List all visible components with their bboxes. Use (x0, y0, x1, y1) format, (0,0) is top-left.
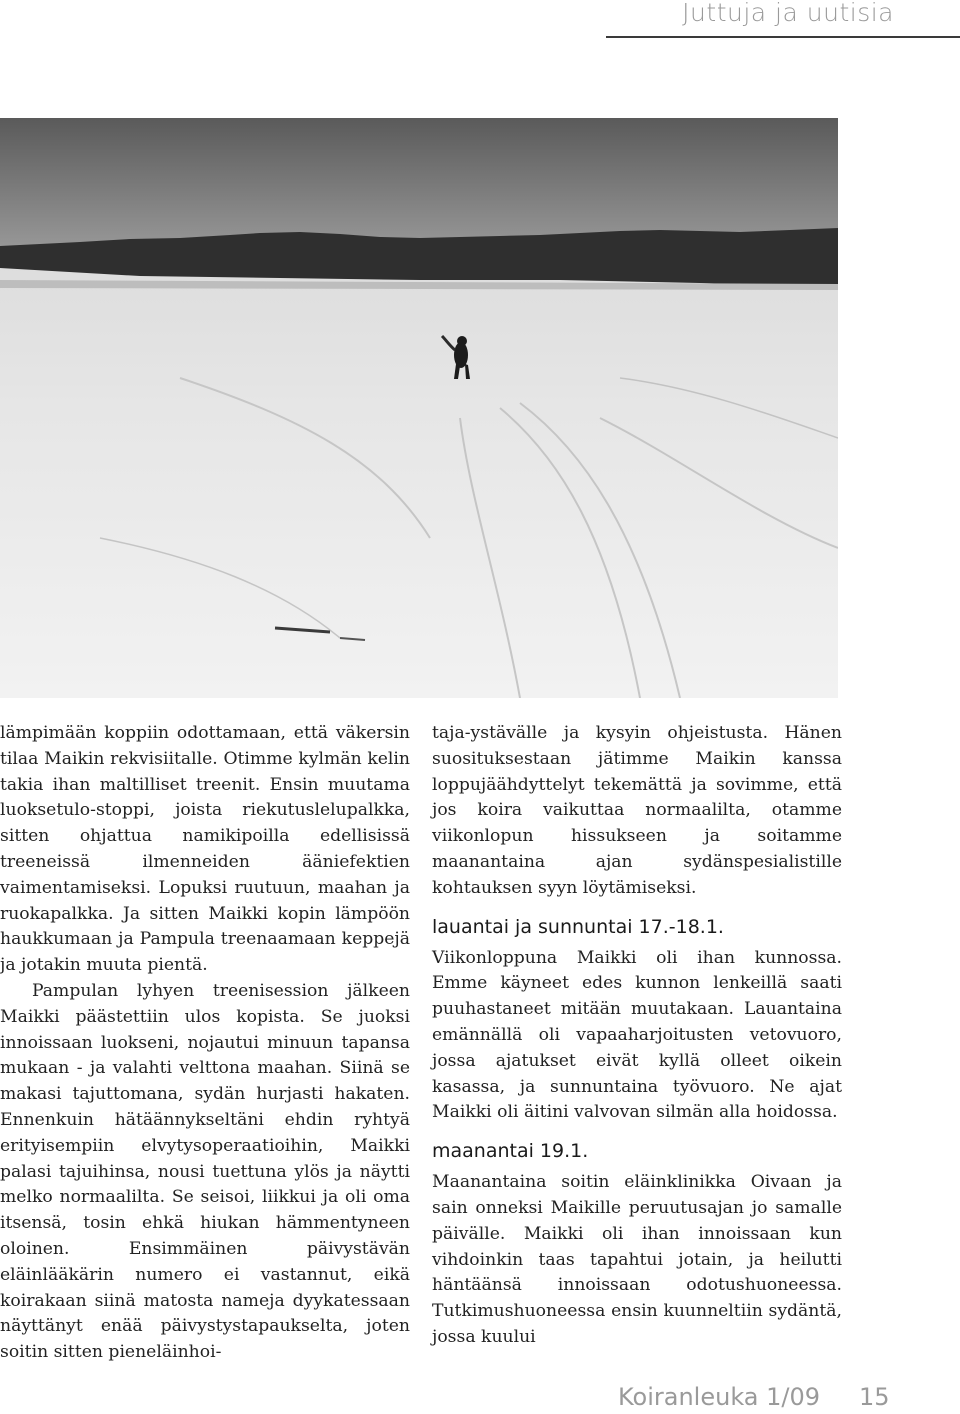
photo-image (0, 118, 838, 698)
paragraph: lämpimään koppiin odottamaan, että väkersin tilaa Maikin rekvisiitalle. Otimme kylmän kelin takia ihan maltilliset treenit. Ensin muutama luoksetulo-stoppi, joista riekutuslelupalkka, sitten ohjattua namikipoilla edellisissä treeneissä ilmenneiden ääniefektien vaimentamiseksi. Lopuksi ruutuun, maahan ja ruokapalkka. Ja sitten Maikki kopin lämpöön haukkumaan ja Pampula treenaamaan keppejä ja jotakin muuta pientä. (0, 723, 410, 976)
page-number: 15 (859, 1383, 890, 1411)
date-heading: lauantai ja sunnuntai 17.-18.1. (432, 915, 724, 938)
section-title: Juttuja ja uutisia (682, 0, 894, 27)
article-column-left (0, 721, 410, 1366)
date-heading: maanantai 19.1. (432, 1140, 589, 1163)
paragraph: Pampulan lyhyen treenisession jälkeen Maikki päästettiin ulos kopista. Se juoksi innoissaan luokseni, nojautui minuun tapansa mukaan - ja valahti velttona maahan. Siinä se makasi tajuttomana, sydän hurjasti hakaten. Ennenkuin hätäännykseltäni ehdin ryhtyä erityisempiin elvytysoperaatioihin, Maikki palasi tajuihinsa, nousi tuettuna ylös ja näytti melko normaalilta. Se seisoi, liikkui ja oli oma itsensä, tosin ehkä hiukan hämmentyneen oloinen. Ensimmäinen päivystävän eläinlääkärin numero ei vastannut, eikä koirakaan siinä matosta nameja dyykatessaan näyttänyt enää päivystystapaukselta, joten soitin sitten pieneläinhoi- (0, 980, 410, 1363)
photo-dog-on-snowy-lake (0, 118, 838, 698)
header-rule (606, 36, 960, 38)
article-column-right (432, 721, 842, 1351)
paragraph: Viikonloppuna Maikki oli ihan kunnossa. Emme käyneet edes kunnon lenkeillä saati puuhastaneet mitään muutakaan. Lauantaina emännällä oli vapaaharjoitusten vetovuoro, jossa ajatukset eivät kyllä olleet oikein kasassa, ja sunnuntaina työvuoro. Ne ajat Maikki oli äitini valvovan silmän alla hoidossa. (432, 947, 842, 1123)
running-head (0, 0, 960, 38)
paragraph: Maanantaina soitin eläinklinikka Oivaan ja sain onneksi Maikille peruutusajan jo samalle päivälle. Maikki oli ihan innoissaan kun vihdoinkin taas tapahtui jotain, ja heilutti häntäänsä innoissaan odotushuoneessa. Tutkimushuoneessa ensin kuunneltiin sydäntä, jossa kuului (432, 1172, 842, 1347)
page-footer (0, 1383, 960, 1413)
magazine-name: Koiranleuka 1/09 (618, 1383, 821, 1411)
paragraph: taja-ystävälle ja kysyin ohjeistusta. Hänen suosituksestaan jätimme Maikin kanssa loppujäähdyttelyt tekemättä ja sovimme, että jos koira vaikuttaa normaalilta, otamme viikonlopun hissukseen ja soitamme maanantaina ajan sydänspesialistille kohtauksen syyn löytämiseksi. (432, 723, 842, 898)
